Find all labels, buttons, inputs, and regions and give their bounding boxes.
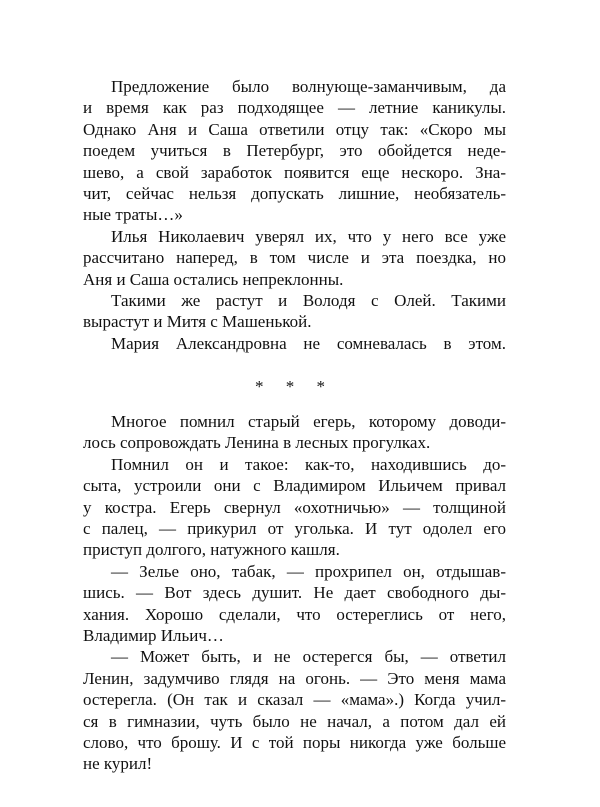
text-line: лось сопровождать Ленина в лесных прогулках. — [83, 433, 431, 453]
text-line: поедем учиться в Петербург, это обойдется нeде- — [83, 141, 506, 161]
text-line: Аня и Саша остались непреклонны. — [83, 269, 344, 289]
text-line: хания. Хорошо сделали, что остереглись от него, — [83, 604, 506, 624]
paragraph — [83, 290, 506, 333]
text-line: ные траты…» — [83, 205, 183, 225]
paragraph — [83, 411, 506, 454]
section-2 — [83, 411, 506, 775]
text-line: Владимир Ильич… — [83, 625, 224, 645]
text-line: приступ долгого, натужного кашля. — [83, 540, 340, 560]
paragraph — [83, 454, 506, 561]
text-line: Ленин, задумчиво глядя на огонь. — Это меня мама — [83, 668, 506, 688]
text-line: Однако Аня и Саша ответили отцу так: «Скоро мы — [83, 119, 506, 139]
text-line: — Зелье оно, табак, — прохрипел он, отдышав- — [111, 561, 506, 581]
text-line: чит, сейчас нельзя допускать лишние, необязатель- — [83, 183, 506, 203]
text-line: Такими же растут и Володя с Олей. Такими — [111, 290, 506, 310]
text-line: — Может быть, и не остерегся бы, — ответил — [111, 647, 506, 667]
text-line: остерегла. (Он так и сказал — «мама».) Когда учил- — [83, 690, 506, 710]
paragraph — [83, 561, 506, 647]
text-line: Мария Александровна не сомневалась в этом. — [111, 333, 506, 353]
text-line: ся в гимназии, чуть было не начал, а потом дал ей — [83, 711, 506, 731]
book-page — [83, 76, 506, 775]
text-line: и время как раз подходящее — летние каникулы. — [83, 98, 506, 118]
paragraph — [83, 646, 506, 774]
text-line: Многое помнил старый егерь, которому доводи- — [111, 412, 506, 432]
paragraph — [83, 76, 506, 226]
text-line: шево, а свой заработок появится еще нескоро. Зна- — [83, 162, 506, 182]
section-separator: * * * — [255, 377, 334, 397]
text-line: у костра. Егерь свернул «охотничью» — толщиной — [83, 497, 506, 517]
text-line: шись. — Вот здесь душит. Не дает свободного ды- — [83, 583, 506, 603]
paragraph — [83, 333, 506, 354]
text-line: рассчитано наперед, в том числе и эта поездка, но — [83, 248, 506, 268]
text-line: вырастут и Митя с Машенькой. — [83, 312, 312, 332]
text-line: Илья Николаевич уверял их, что у него все уже — [111, 226, 506, 246]
text-line: не курил! — [83, 754, 153, 774]
section-1 — [83, 76, 506, 354]
paragraph — [83, 226, 506, 290]
text-line: Помнил он и такое: как-то, находившись до- — [111, 454, 506, 474]
text-line: Предложение было волнующе-заманчивым, да — [111, 77, 506, 96]
text-line: с палец, — прикурил от уголька. И тут одолел его — [83, 519, 506, 539]
text-line: слово, что брошу. И с той поры никогда уже больше — [83, 732, 506, 752]
text-line: сыта, устроили они с Владимиром Ильичем привал — [83, 476, 506, 496]
